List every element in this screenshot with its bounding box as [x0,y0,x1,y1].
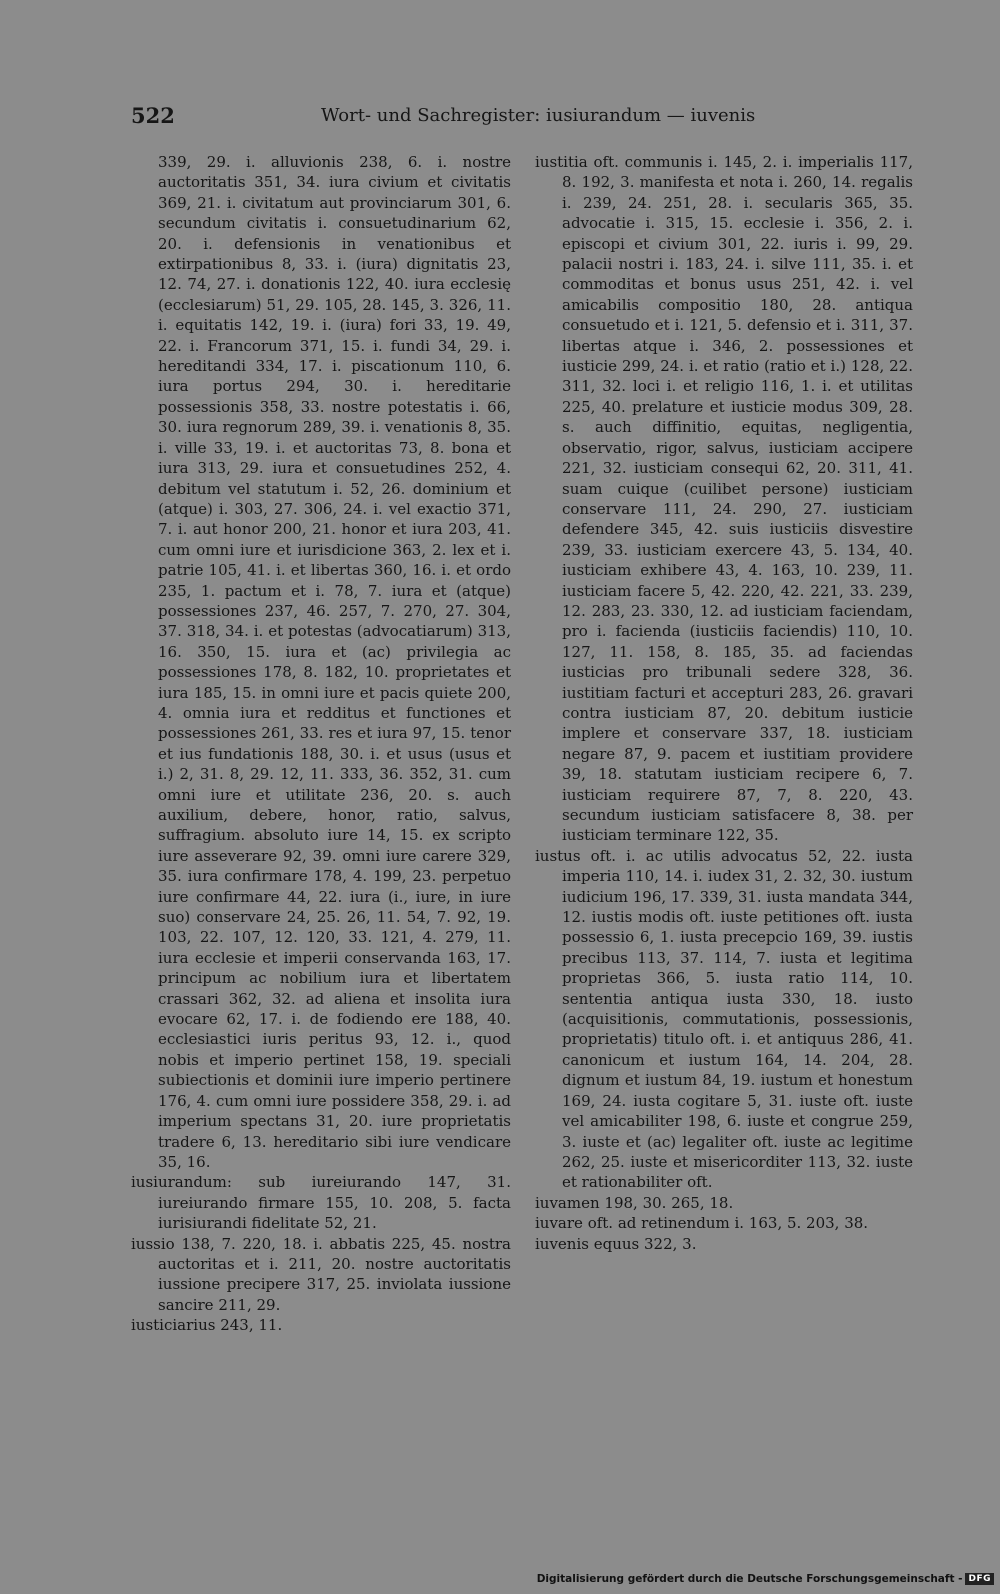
running-title: Wort- und Sachregister: iusiurandum — iuvenis [321,105,756,126]
index-entry: iussio 138, 7. 220, 18. i. abbatis 225, 45. nostra auctoritas et i. 211, 20. nostre auctoritatis iussione precipere 317, 25. inviolata iussione sancire 211, 29. [131,1234,511,1314]
index-entry: iusiurandum: sub iureiurando 147, 31. iureiurando firmare 155, 10. 208, 5. facta iurisiurandi fidelitate 52, 21. [131,1173,511,1233]
page-number: 522 [131,103,175,128]
index-entry: iustitia oft. communis i. 145, 2. i. imperialis 117, 8. 192, 3. manifesta et nota i. 260, 14. regalis i. 239, 24. 251, 28. i. secularis 365, 35. advocatie i. 315, 15. ecclesie i. 356, 2. i. episcopi et civium 301, 22. iuris i. 99, 29. palacii nostri i. 183, 24. i. silve 111, 35. i. et commoditas et bonus usus 251, 42. i. vel amicabilis compositio 180, 28. antiqua consuetudo et i. 121, 5. defensio et i. 311, 37. libertas atque i. 346, 2. possessiones et iusticie 299, 24. i. et ratio (ratio et i.) 128, 22. 311, 32. loci i. et religio 116, 1. i. et utilitas 225, 40. prelature et iusticie modus 309, 28. s. auch diffinitio, equitas, negligentia, observatio, rigor, salvus, iusticiam accipere 221, 32. iusticiam consequi 62, 20. 311, 41. suam cuique (cuilibet persone) iusticiam conservare 111, 24. 290, 27. iusticiam defendere 345, 42. suis iusticiis disvestire 239, 33. iusticiam exercere 43, 5. 134, 40. iusticiam exhibere 43, 4. 163, 10. 239, 11. iusticiam facere 5, 42. 220, 42. 221, 33. 239, 12. 283, 23. 330, 12. ad iusticiam faciendam, pro i. facienda (iusticiis faciendis) 110, 10. 127, 11. 158, 8. 185, 35. ad faciendas iusticias pro tribunali sedere 328, 36. iustitiam facturi et accepturi 283, 26. gravari contra iusticiam 87, 20. debitum iusticie implere et conservare 337, 18. iusticiam negare 87, 9. pacem et iustitiam providere 39, 18. statutam iusticiam recipere 6, 7. iusticiam requirere 87, 7, 8. 220, 43. secundum iusticiam satisfacere 8, 38. per iusticiam terminare 122, 35. [535,153,913,845]
right-column [535,152,913,1254]
dfg-logo-icon: DFG [965,1573,994,1585]
digitization-credit [537,1571,994,1587]
index-entry: iusticiarius 243, 11. [131,1316,283,1335]
index-entry: iuvenis equus 322, 3. [535,1234,697,1253]
index-entry: 339, 29. i. alluvionis 238, 6. i. nostre auctoritatis 351, 34. iura civium et civitatis 369, 21. i. civitatum aut provinciarum 301, 6. secundum civitatis i. consuetudinarium 62, 20. i. defensionis in venationibus et extirpationibus 8, 33. i. (iura) dignitatis 23, 12. 74, 27. i. donationis 122, 40. iura ecclesię (ecclesiarum) 51, 29. 105, 28. 145, 3. 326, 11. i. equitatis 142, 19. i. (iura) fori 33, 19. 49, 22. i. Francorum 371, 15. i. fundi 34, 29. i. hereditandi 334, 17. i. piscationum 110, 6. iura portus 294, 30. i. hereditarie possessionis 358, 33. nostre potestatis i. 66, 30. iura regnorum 289, 39. i. venationis 8, 35. i. ville 33, 19. i. et auctoritas 73, 8. bona et iura 313, 29. iura et consuetudines 252, 4. debitum vel statutum i. 52, 26. dominium et (atque) i. 303, 27. 306, 24. i. vel exactio 371, 7. i. aut honor 200, 21. honor et iura 203, 41. cum omni iure et iurisdicione 363, 2. lex et i. patrie 105, 41. i. et libertas 360, 16. i. et ordo 235, 1. pactum et i. 78, 7. iura et (atque) possessiones 237, 46. 257, 7. 270, 27. 304, 37. 318, 34. i. et potestas (advocatiarum) 313, 16. 350, 15. iura et (ac) privilegia ac possessiones 178, 8. 182, 10. proprietates et iura 185, 15. in omni iure et pacis quiete 200, 4. omnia iura et redditus et functiones et possessiones 261, 33. res et iura 97, 15. tenor et ius fundationis 188, 30. i. et usus (usus et i.) 2, 31. 8, 29. 12, 11. 333, 36. 352, 31. cum omni iure et utilitate 236, 20. s. auch auxilium, debere, honor, ratio, salvus, suffragium. absoluto iure 14, 15. ex scripto iure asseverare 92, 39. omni iure carere 329, 35. iura confirmare 178, 4. 199, 23. perpetuo iure confirmare 44, 22. iura (i., iure, in iure suo) conservare 24, 25. 26, 11. 54, 7. 92, 19. 103, 22. 107, 12. 120, 33. 121, 4. 279, 11. iura ecclesie et imperii conservanda 163, 17. principum ac nobilium iura et libertatem crassari 362, 32. ad aliena et insolita iura evocare 62, 17. i. de fodiendo ere 188, 40. ecclesiastici iuris peritus 93, 12. i., quod nobis et imperio pertinet 158, 19. speciali subiectionis et dominii iure imperio pertinere 176, 4. cum omni iure possidere 358, 29. i. ad imperium spectans 31, 20. iure proprietatis tradere 6, 13. hereditario sibi iure vendicare 35, 16. [158,153,511,1171]
page-header [131,103,756,131]
index-entry: iustus oft. i. ac utilis advocatus 52, 22. iusta imperia 110, 14. i. iudex 31, 2. 32, 30. iustum iudicium 196, 17. 339, 31. iusta mandata 344, 12. iustis modis oft. iuste petitiones oft. iusta possessio 6, 1. iusta precepcio 169, 39. iustis precibus 113, 37. 114, 7. iusta et legitima proprietas 366, 5. iusta ratio 114, 10. sententia antiqua iusta 330, 18. iusto (acquisitionis, commutationis, possessionis, proprietatis) titulo oft. i. et antiquus 286, 41. canonicum et iustum 164, 14. 204, 28. dignum et iustum 84, 19. iustum et honestum 169, 24. iusta cogitare 5, 31. iuste oft. iuste vel amicabiliter 198, 6. iuste et congrue 259, 3. iuste et (ac) legaliter oft. iuste ac legitime 262, 25. iuste et misericorditer 113, 32. iuste et rationabiliter oft. [535,846,913,1192]
left-column [131,152,511,1336]
credit-text: Digitalisierung gefördert durch die Deutsche Forschungsgemeinschaft - [536,1573,963,1585]
index-entry: iuvamen 198, 30. 265, 18. [535,1193,734,1212]
index-entry: iuvare oft. ad retinendum i. 163, 5. 203, 38. [535,1214,869,1233]
